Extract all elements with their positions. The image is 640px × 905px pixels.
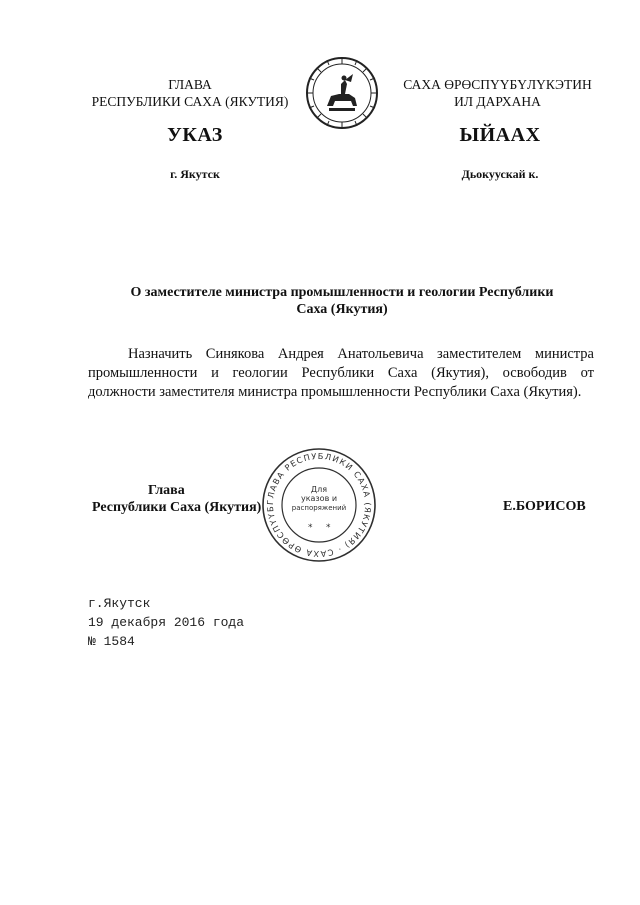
title-ukaz: УКАЗ: [167, 124, 223, 146]
header-left: [70, 76, 310, 110]
signatory-name: Е.БОРИСОВ: [503, 499, 586, 514]
header-right: [395, 76, 600, 110]
header-right-line2: ИЛ ДАРХАНА: [454, 94, 541, 109]
decree-subject: [98, 284, 586, 318]
coat-of-arms-icon: [305, 56, 379, 130]
subject-line1: О заместителе министра промышленности и геологии Республики: [130, 285, 554, 300]
subject-line2: Саха (Якутия): [296, 302, 388, 317]
signature-role-line1: Глава: [148, 483, 185, 498]
stamp-inner-line3: распоряжений: [291, 504, 347, 512]
stamp-star-right: *: [326, 523, 331, 533]
official-stamp-icon: [260, 446, 378, 564]
header-left-line2: РЕСПУБЛИКИ САХА (ЯКУТИЯ): [91, 94, 289, 109]
stamp-inner-line2: указов и: [300, 494, 338, 503]
header-left-line1: ГЛАВА: [168, 77, 212, 92]
footer-number: № 1584: [88, 634, 135, 649]
header-right-line1: САХА ӨРӨСПҮҮБҮЛҮКЭТИН: [403, 77, 592, 92]
stamp-inner-line1: Для: [310, 485, 328, 494]
title-yiaah: ЫЙААХ: [459, 124, 541, 146]
city-right: Дьокуускай к.: [461, 167, 539, 181]
city-left: г. Якутск: [170, 167, 220, 181]
stamp-star-left: *: [308, 523, 313, 533]
footer-date: 19 декабря 2016 года: [88, 615, 245, 630]
stamp-outer-text: ГЛАВА РЕСПУБЛИКИ САХА (ЯКУТИЯ) · САХА ӨРӨСПҮҮБ: [264, 450, 374, 560]
decree-body: [88, 345, 594, 402]
decree-paragraph: Назначить Синякова Андрея Анатольевича заместителем министра промышленности и геологии Республики Саха (Якутия), освободив от должности заместителя министра промышленности Республики Саха (Якутия).: [88, 346, 594, 400]
signature-role-line2: Республики Саха (Якутия): [92, 500, 262, 515]
footer-city: г.Якутск: [88, 596, 151, 611]
